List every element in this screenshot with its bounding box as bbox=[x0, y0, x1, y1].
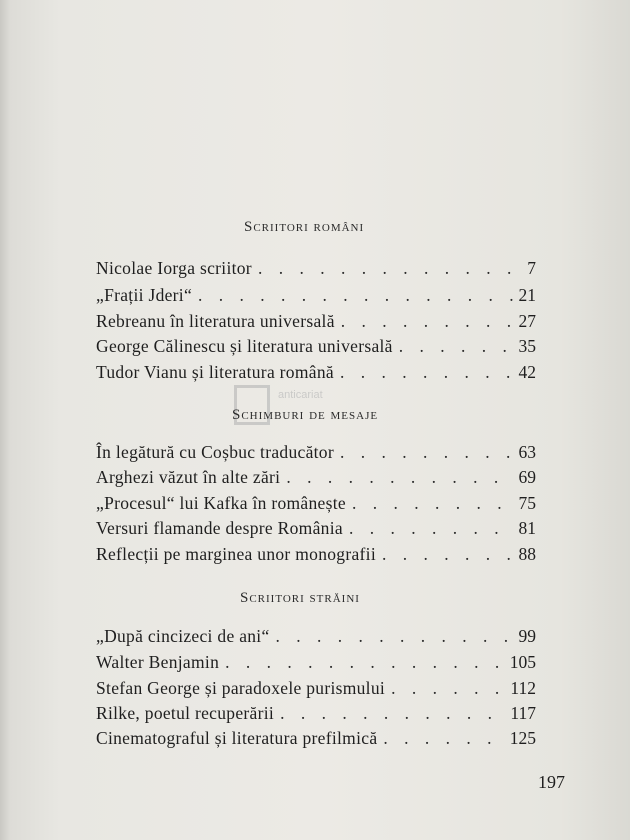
page-number: 197 bbox=[538, 772, 565, 792]
dot-leader bbox=[383, 726, 503, 750]
section-title: Schimburi de mesaje bbox=[232, 407, 379, 423]
entry-title: „Frații Jderi“ bbox=[96, 285, 193, 305]
dot-leader bbox=[280, 701, 504, 725]
toc-entry bbox=[96, 624, 536, 648]
dot-leader bbox=[391, 676, 504, 700]
entry-title: În legătură cu Coșbuc traducător bbox=[96, 442, 334, 462]
toc-entry bbox=[96, 491, 536, 515]
dot-leader bbox=[286, 465, 512, 489]
dot-leader bbox=[198, 283, 512, 307]
entry-page: 69 bbox=[518, 467, 536, 487]
entry-title: Reflecții pe marginea unor monografii bbox=[96, 544, 376, 564]
dot-leader bbox=[352, 491, 513, 515]
entry-title: George Călinescu și literatura universală bbox=[96, 336, 393, 356]
dot-leader bbox=[340, 440, 513, 464]
toc-entry bbox=[96, 726, 536, 750]
toc-entry bbox=[96, 542, 536, 566]
entry-page: 35 bbox=[518, 336, 536, 356]
watermark-text: anticariat bbox=[278, 389, 323, 401]
entry-title: Arghezi văzut în alte zări bbox=[96, 467, 281, 487]
toc-entry bbox=[96, 334, 536, 358]
dot-leader bbox=[399, 334, 513, 358]
entry-title: „Procesul“ lui Kafka în românește bbox=[96, 493, 346, 513]
toc-entry bbox=[96, 360, 536, 384]
entry-title: Walter Benjamin bbox=[96, 652, 220, 672]
dot-leader bbox=[349, 516, 513, 540]
dot-leader bbox=[258, 256, 519, 280]
entry-title: Cinematograful și literatura prefilmică bbox=[96, 728, 378, 748]
entry-page: 21 bbox=[518, 285, 536, 305]
toc-entry bbox=[96, 309, 536, 333]
toc-entry bbox=[96, 676, 536, 700]
entry-page: 117 bbox=[510, 703, 536, 723]
toc-entry bbox=[96, 256, 536, 280]
toc-entry bbox=[96, 440, 536, 464]
section-title: Scriitori români bbox=[244, 219, 365, 235]
entry-page: 27 bbox=[518, 311, 536, 331]
toc-entry bbox=[96, 465, 536, 489]
entry-title: Versuri flamande despre România bbox=[96, 518, 343, 538]
toc-entry bbox=[96, 701, 536, 725]
entry-page: 88 bbox=[518, 544, 536, 564]
toc-entry bbox=[96, 650, 536, 674]
entry-page: 63 bbox=[518, 442, 536, 462]
section-title: Scriitori străini bbox=[240, 590, 360, 606]
entry-page: 81 bbox=[518, 518, 536, 538]
dot-leader bbox=[341, 309, 513, 333]
dot-leader bbox=[276, 624, 513, 648]
entry-page: 42 bbox=[518, 362, 536, 382]
entry-page: 99 bbox=[518, 626, 536, 646]
entry-title: Stefan George și paradoxele purismului bbox=[96, 678, 386, 698]
entry-page: 112 bbox=[510, 678, 536, 698]
entry-title: „După cincizeci de ani“ bbox=[96, 626, 270, 646]
entry-page: 7 bbox=[527, 258, 536, 278]
dot-leader bbox=[382, 542, 513, 566]
toc-entry bbox=[96, 283, 536, 307]
entry-title: Rilke, poetul recuperării bbox=[96, 703, 275, 723]
dot-leader bbox=[225, 650, 504, 674]
entry-page: 105 bbox=[509, 652, 536, 672]
entry-title: Rebreanu în literatura universală bbox=[96, 311, 335, 331]
toc-entry bbox=[96, 516, 536, 540]
dot-leader bbox=[340, 360, 513, 384]
entry-page: 125 bbox=[509, 728, 536, 748]
entry-title: Nicolae Iorga scriitor bbox=[96, 258, 252, 278]
entry-title: Tudor Vianu și literatura română bbox=[96, 362, 334, 382]
entry-page: 75 bbox=[518, 493, 536, 513]
